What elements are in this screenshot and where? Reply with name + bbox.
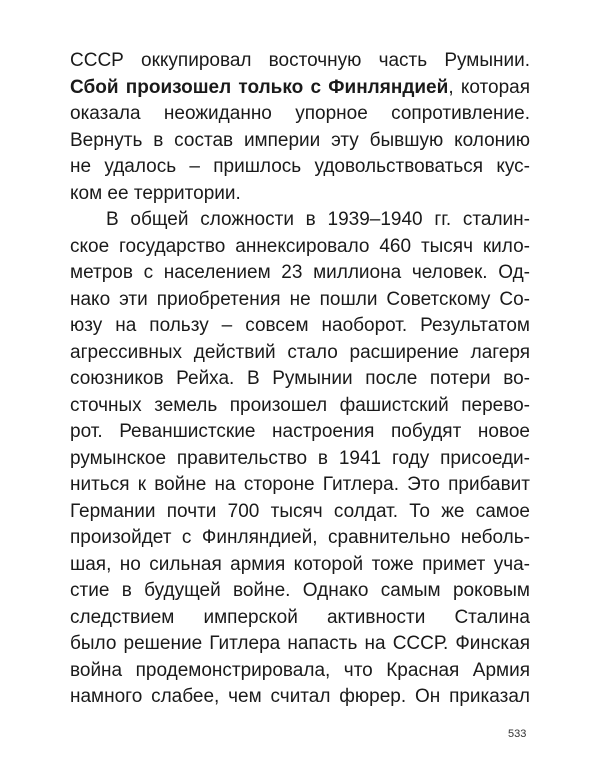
text-line: ское государство аннексировало 460 тысяч кило- (70, 235, 530, 257)
text-line: ком ее территории. (70, 182, 241, 204)
text-line: союзников Рейха. В Румынии после потери во- (70, 368, 530, 389)
text-line: агрессивных действий стало расширение лагеря (70, 341, 530, 363)
page-body (70, 48, 530, 711)
text-line: шая, но сильная армия которой тоже примет уча- (70, 553, 530, 575)
text-line (70, 75, 530, 102)
text-line: следствием имперской активности Сталина (70, 606, 530, 628)
text-line: произойдет с Финляндией, сравнительно неболь- (70, 527, 530, 548)
text-line: намного слабее, чем считал фюрер. Он приказал (70, 686, 530, 707)
text-line: не удалось – пришлось удовольствоваться кус- (70, 156, 530, 177)
bold-emphasis: Сбой произошел только с Финляндией (70, 76, 449, 98)
text-line: юзу на пользу – совсем наоборот. Результатом (70, 315, 530, 336)
text-line: СССР оккупировал восточную часть Румынии. (70, 50, 530, 71)
text-line: рот. Реваншистские настроения побудят новое (70, 421, 530, 442)
text-line: оказала неожиданно упорное сопротивление. (70, 103, 530, 124)
text-line: Германии почти 700 тысяч солдат. То же самое (70, 500, 530, 522)
text-line: было решение Гитлера напасть на СССР. Финская (70, 633, 530, 654)
text-line: Вернуть в состав империи эту бывшую колонию (70, 129, 530, 151)
text-line: В общей сложности в 1939–1940 гг. сталин- (106, 209, 530, 230)
text-line: нако эти приобретения не пошли Советскому Со- (70, 288, 530, 310)
text-line: ниться к войне на стороне Гитлера. Это прибавит (70, 474, 530, 495)
text-line: сточных земель произошел фашистский перево- (70, 394, 530, 416)
text-line-rest: , которая (448, 76, 530, 98)
text-line: метров с населением 23 миллиона человек. Од- (70, 262, 530, 283)
page-number: 533 (508, 728, 527, 740)
text-line: стие в будущей войне. Однако самым роковым (70, 580, 530, 601)
text-line: война продемонстрировала, что Красная Армия (70, 659, 530, 681)
text-line: румынское правительство в 1941 году присоеди- (70, 447, 530, 469)
